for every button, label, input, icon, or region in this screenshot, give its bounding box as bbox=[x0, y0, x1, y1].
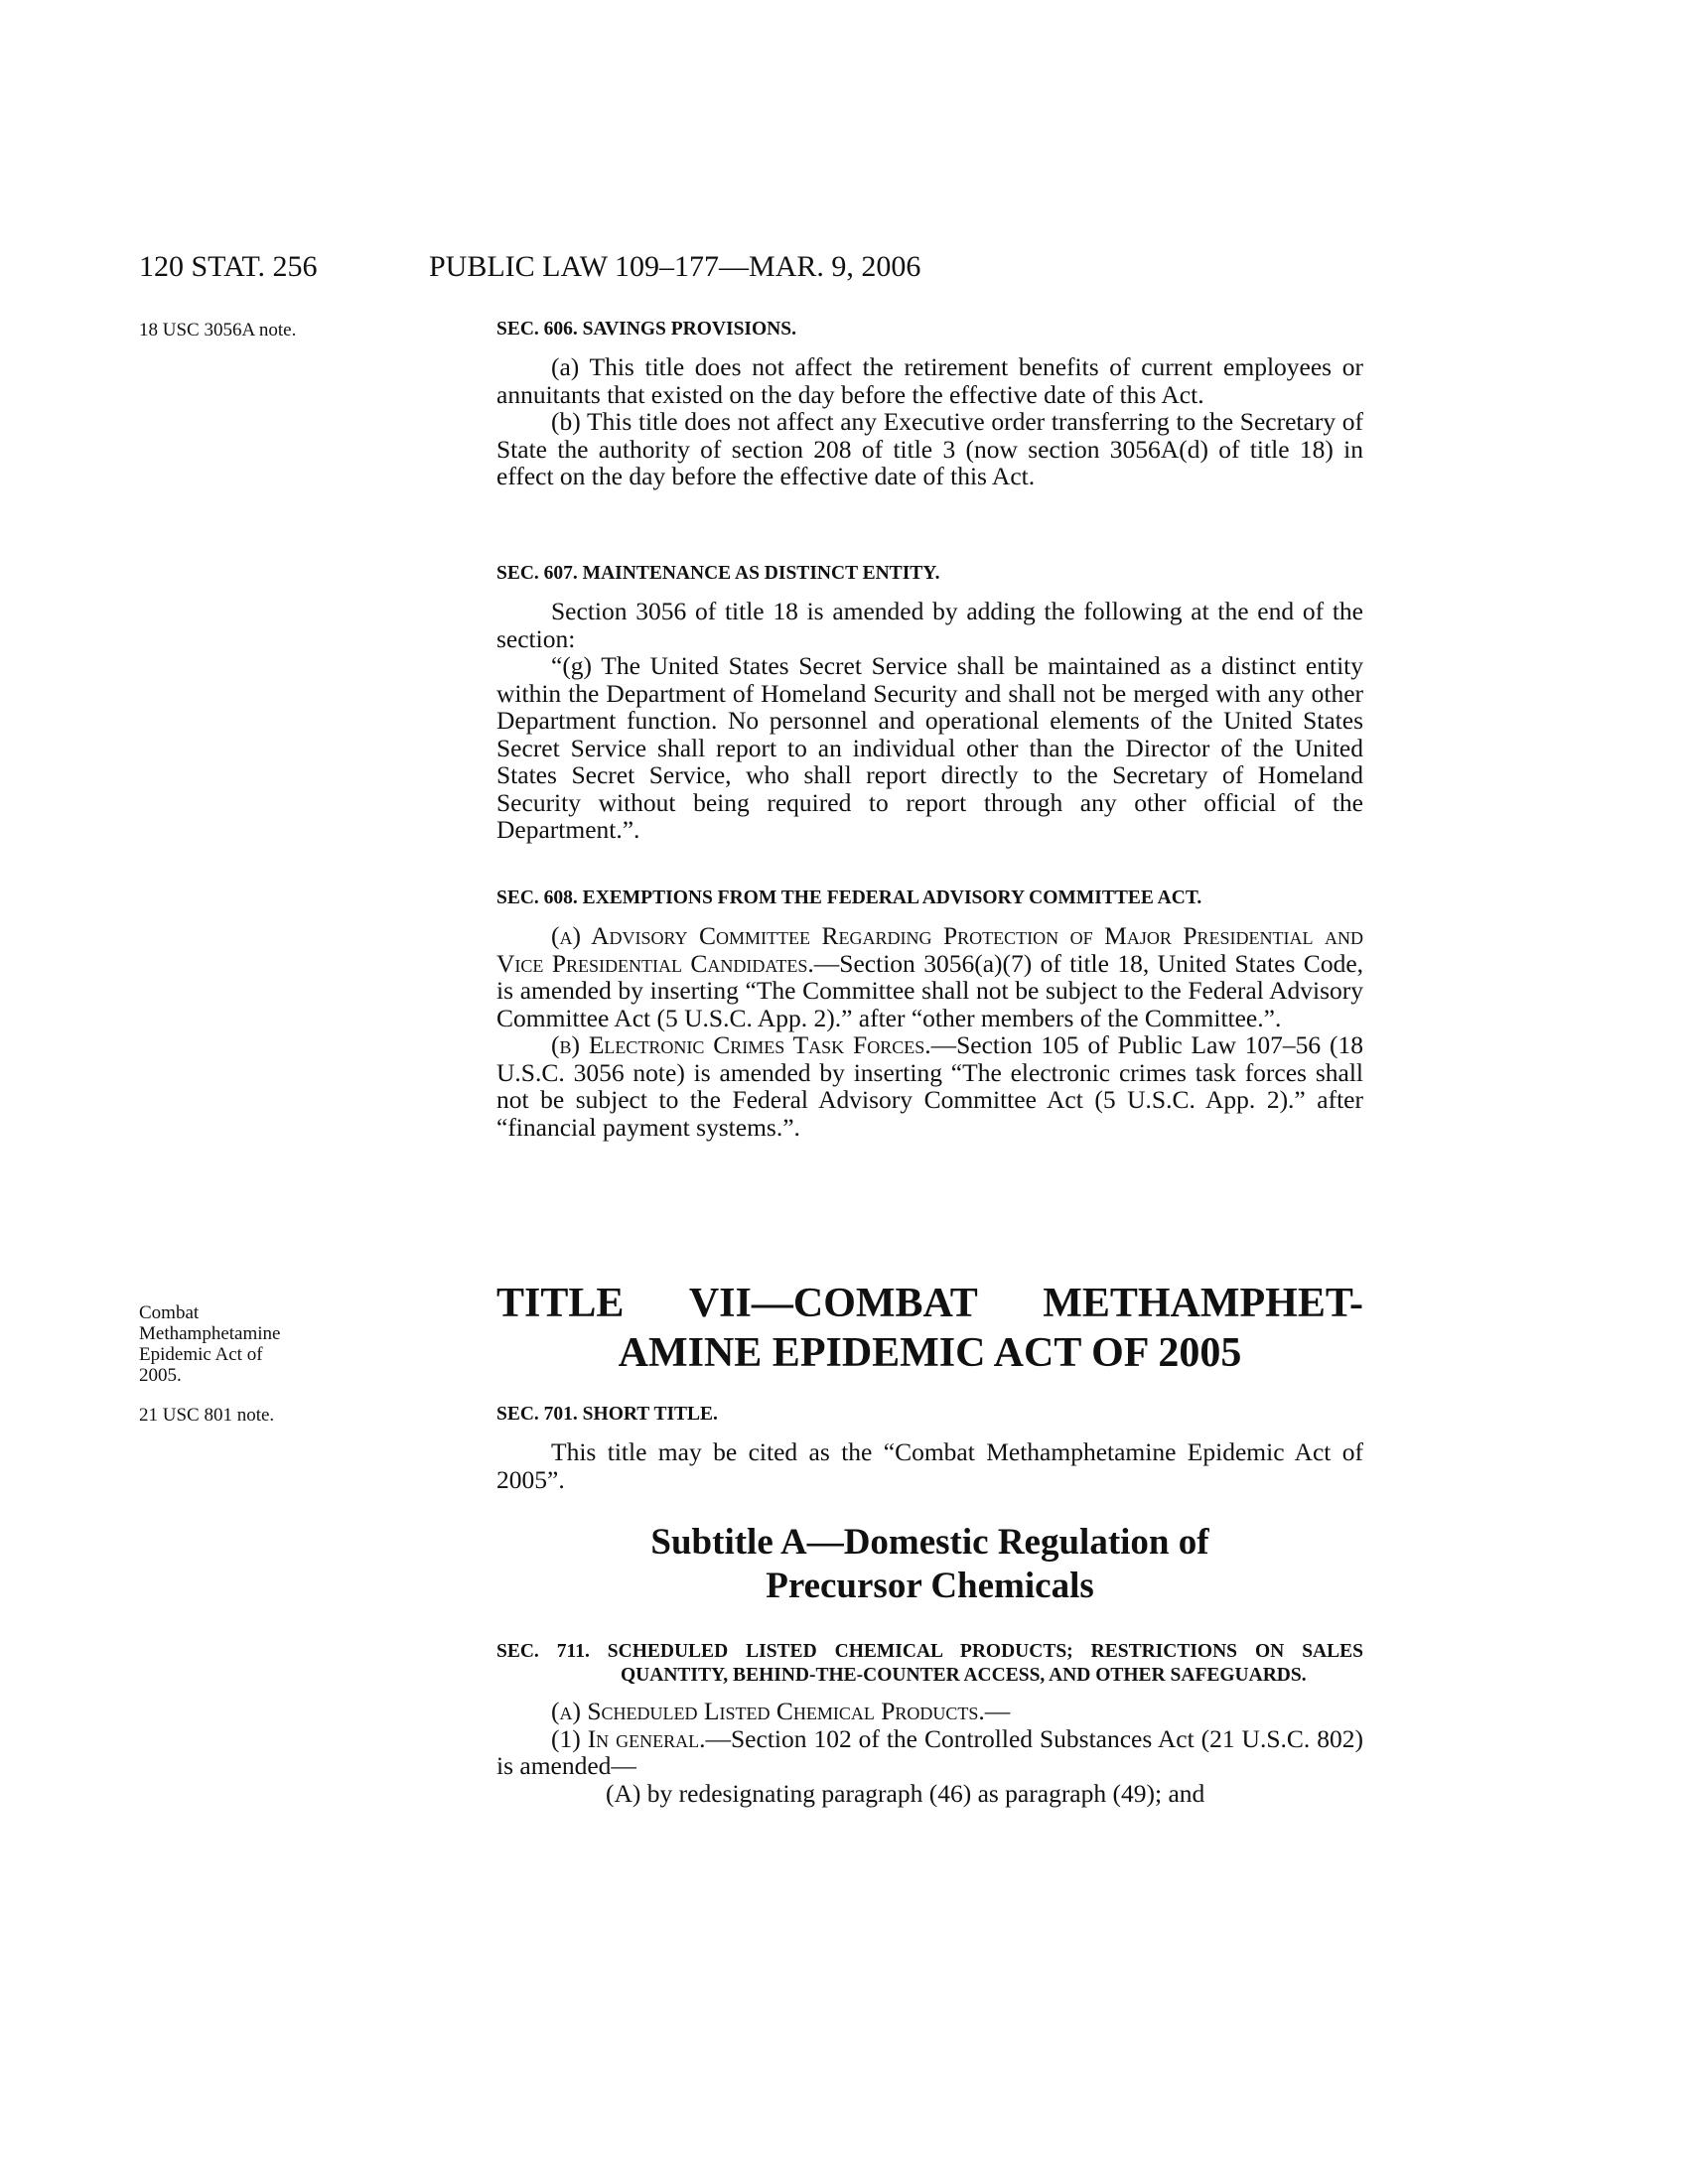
section-heading: SEC. 711. SCHEDULED LISTED CHEMICAL PRODUCTS; RESTRICTIONS ON SALES QUANTITY, BEHIND-THE-COUNTER ACCESS, AND OTHER SAFEGUARDS. bbox=[496, 1641, 1363, 1686]
page-reference: 120 STAT. 256 bbox=[139, 250, 318, 283]
margin-note-sec701: 21 USC 801 note. bbox=[139, 1405, 275, 1426]
paragraph: (b) This title does not affect any Executive order transferring to the Secretary of State the authority of section 208 of title 3 (now section 3056A(d) of title 18) in effect on the day before the effective date of this Act. bbox=[496, 407, 1363, 490]
paragraph-label: (a) Advisory Committee Regarding Protection of Major Presidential and Vice Presidential Candidates. bbox=[496, 921, 1363, 978]
paragraph: (a) This title does not affect the retirement benefits of current employees or annuitants that existed on the day before the effective date of this Act. bbox=[496, 352, 1363, 409]
subtitle-line-1: Subtitle A—Domestic Regulation of bbox=[650, 1522, 1209, 1563]
section-701 bbox=[496, 1403, 1363, 1493]
section-607 bbox=[496, 562, 1363, 844]
title-word: TITLE bbox=[496, 1281, 625, 1326]
paragraph bbox=[496, 1031, 1363, 1141]
title-line-2: AMINE EPIDEMIC ACT OF 2005 bbox=[618, 1330, 1242, 1376]
paragraph: Section 3056 of title 18 is amended by adding the following at the end of the section: bbox=[496, 597, 1363, 653]
section-heading: SEC. 701. SHORT TITLE. bbox=[496, 1404, 718, 1425]
paragraph-label: (b) Electronic Crimes Task Forces. bbox=[551, 1030, 931, 1059]
margin-note-title7: Combat Methamphetamine Epidemic Act of 2005. bbox=[139, 1302, 281, 1386]
margin-note-sec606: 18 USC 3056A note. bbox=[139, 320, 297, 341]
paragraph-text: —Section 102 of the Controlled Substances Act (21 U.S.C. 802) is amended— bbox=[496, 1723, 1363, 1780]
subtitle-line-2: Precursor Chemicals bbox=[766, 1566, 1094, 1606]
paragraph: (A) by redesignating paragraph (46) as paragraph (49); and bbox=[606, 1778, 1205, 1808]
section-606 bbox=[496, 318, 1363, 490]
title-word: METHAMPHET- bbox=[1043, 1281, 1363, 1326]
paragraph: (a) Scheduled Listed Chemical Products.— bbox=[551, 1697, 1011, 1725]
title-word: VII—COMBAT bbox=[688, 1281, 978, 1326]
paragraph: This title may be cited as the “Combat Methamphetamine Epidemic Act of 2005”. bbox=[496, 1437, 1363, 1494]
section-heading: SEC. 608. EXEMPTIONS FROM THE FEDERAL ADVISORY COMMITTEE ACT. bbox=[496, 887, 1202, 908]
title-line-1 bbox=[496, 1279, 1363, 1328]
paragraph-text: —Section 3056(a)(7) of title 18, United States Code, is amended by inserting “The Committee shall not be subject to the Federal Advisory Committee Act (5 U.S.C. App. 2).” after “other members of the Committee.”. bbox=[496, 948, 1364, 1032]
paragraph: “(g) The United States Secret Service shall be maintained as a distinct entity within the Department of Homeland Security and shall not be merged with any other Department function. No personnel and operational elements of the United States Secret Service shall report to an individual other than the Director of the United States Secret Service, who shall report directly to the Secretary of Homeland Security without being required to report through any other official of the Department.”. bbox=[496, 651, 1363, 844]
title-heading bbox=[496, 1279, 1363, 1378]
section-608 bbox=[496, 887, 1363, 1141]
page-header bbox=[139, 250, 1231, 290]
section-heading: SEC. 607. MAINTENANCE AS DISTINCT ENTITY. bbox=[496, 563, 940, 584]
section-heading: SEC. 606. SAVINGS PROVISIONS. bbox=[496, 319, 796, 340]
subtitle-heading bbox=[496, 1521, 1363, 1608]
law-reference: PUBLIC LAW 109–177—MAR. 9, 2006 bbox=[429, 250, 921, 283]
paragraph-text: —Section 105 of Public Law 107–56 (18 U.S.C. 3056 note) is amended by inserting “The electronic crimes task forces shall not be subject to the Federal Advisory Committee Act (5 U.S.C. App. 2).” after “financial payment systems.”. bbox=[496, 1030, 1364, 1142]
section-711 bbox=[496, 1640, 1363, 1807]
paragraph bbox=[496, 1725, 1363, 1780]
paragraph bbox=[496, 922, 1363, 1031]
paragraph-label: (1) In general. bbox=[551, 1723, 706, 1753]
